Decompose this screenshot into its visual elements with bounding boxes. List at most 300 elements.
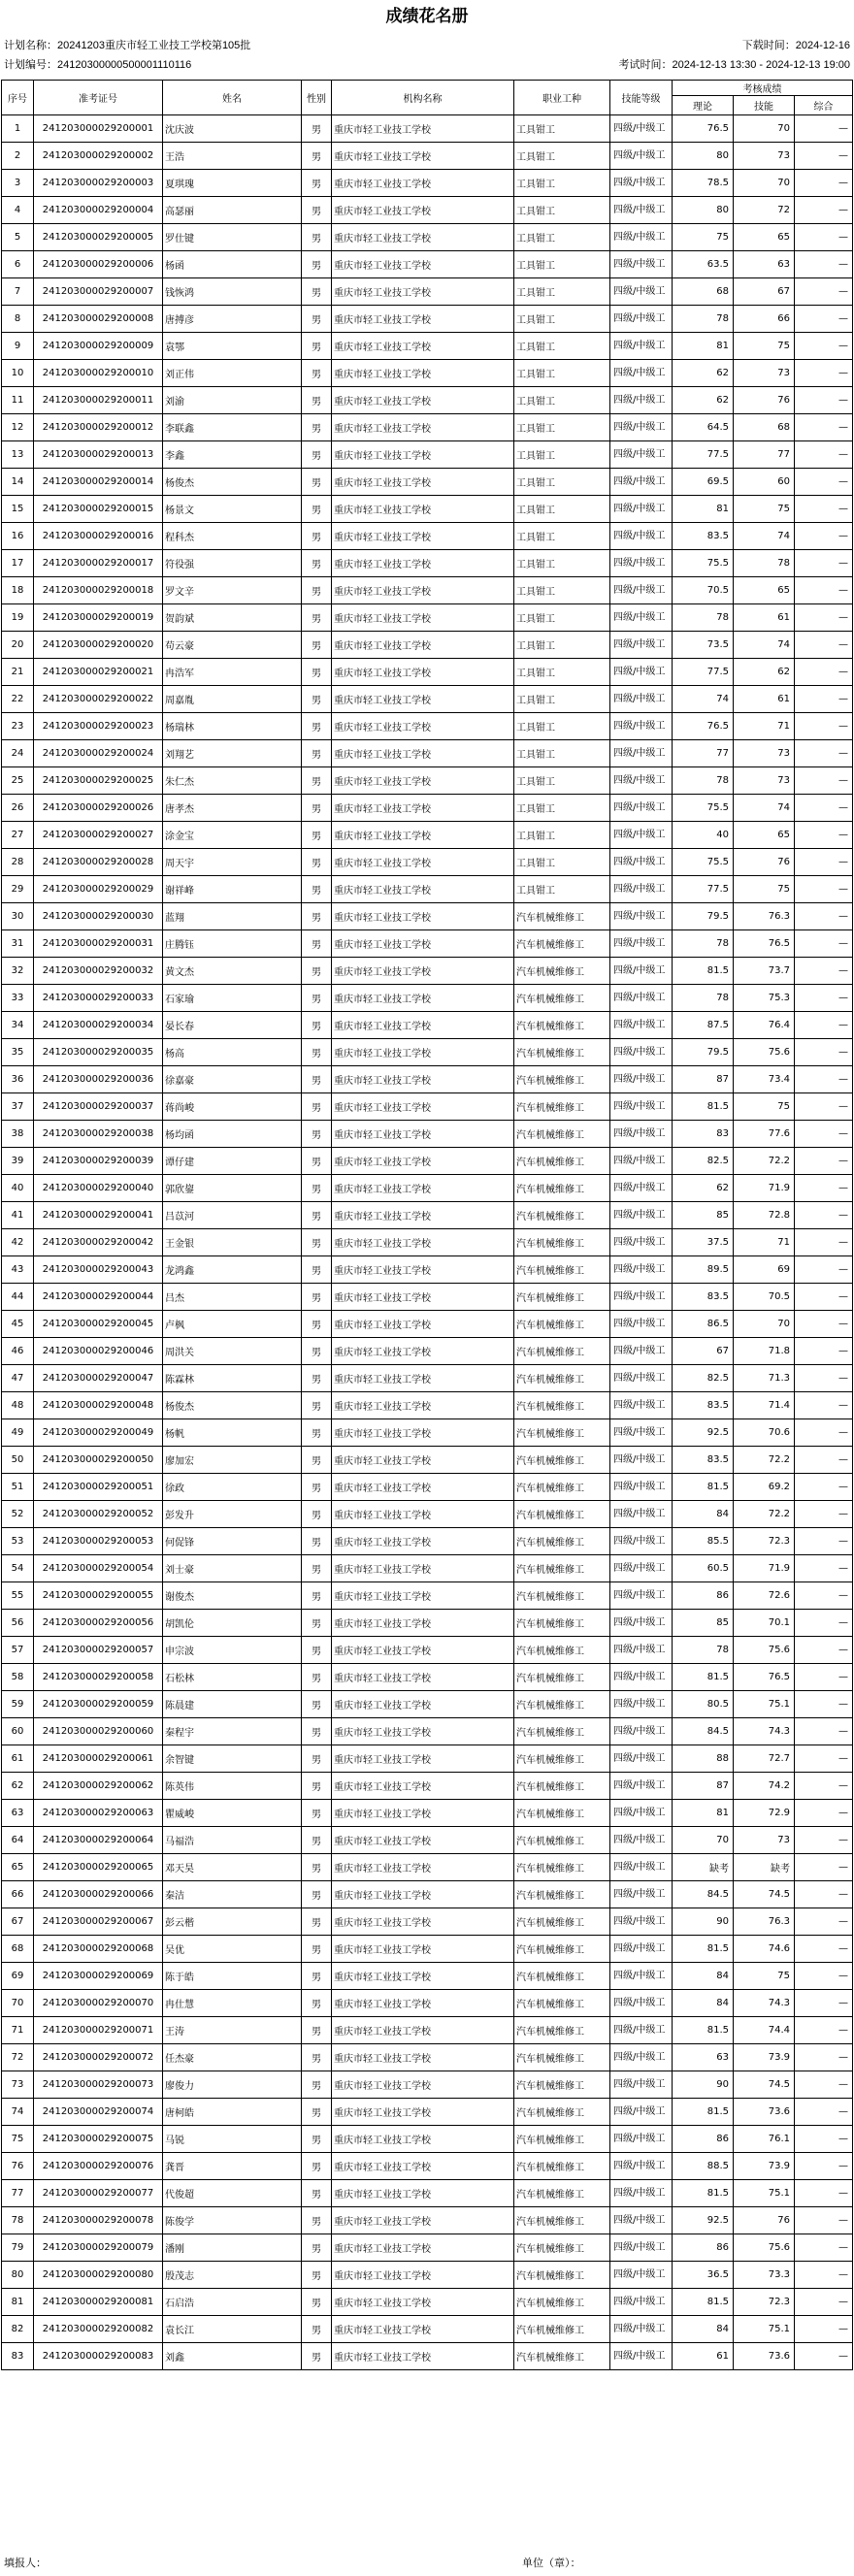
theory-cell: 40 <box>673 822 734 849</box>
table-row <box>2 1311 853 1338</box>
ticket-cell: 241203000029200047 <box>34 1365 163 1392</box>
org-cell: 重庆市轻工业技工学校 <box>332 523 514 550</box>
table-row <box>2 387 853 414</box>
skill-cell: 74 <box>734 523 795 550</box>
job-cell: 汽车机械维修工 <box>514 1121 610 1148</box>
org-cell: 重庆市轻工业技工学校 <box>332 115 514 143</box>
org-cell: 重庆市轻工业技工学校 <box>332 767 514 795</box>
seq-cell: 26 <box>2 795 34 822</box>
table-row <box>2 903 853 930</box>
gender-cell: 男 <box>302 1637 332 1664</box>
gender-cell: 男 <box>302 740 332 767</box>
theory-cell: 77.5 <box>673 441 734 469</box>
job-cell: 工具钳工 <box>514 795 610 822</box>
org-cell: 重庆市轻工业技工学校 <box>332 795 514 822</box>
table-row <box>2 958 853 985</box>
level-cell: 四级/中级工 <box>610 387 673 414</box>
seq-cell: 41 <box>2 1202 34 1229</box>
seq-cell: 73 <box>2 2071 34 2099</box>
job-cell: 工具钳工 <box>514 849 610 876</box>
name-cell: 何促锋 <box>163 1528 302 1555</box>
total-cell: — <box>795 1936 853 1963</box>
name-cell: 廖加宏 <box>163 1447 302 1474</box>
gender-cell: 男 <box>302 632 332 659</box>
table-row <box>2 197 853 224</box>
gender-cell: 男 <box>302 441 332 469</box>
theory-cell: 77.5 <box>673 876 734 903</box>
org-cell: 重庆市轻工业技工学校 <box>332 441 514 469</box>
org-cell: 重庆市轻工业技工学校 <box>332 740 514 767</box>
total-cell: — <box>795 1175 853 1202</box>
theory-cell: 64.5 <box>673 414 734 441</box>
total-cell: — <box>795 1637 853 1664</box>
seq-cell: 47 <box>2 1365 34 1392</box>
skill-cell: 74.5 <box>734 2071 795 2099</box>
seq-cell: 4 <box>2 197 34 224</box>
total-cell: — <box>795 1256 853 1284</box>
gender-cell: 男 <box>302 876 332 903</box>
skill-cell: 70.5 <box>734 1284 795 1311</box>
gender-cell: 男 <box>302 2180 332 2207</box>
seq-cell: 35 <box>2 1039 34 1066</box>
level-cell: 四级/中级工 <box>610 1148 673 1175</box>
skill-cell: 74 <box>734 632 795 659</box>
job-cell: 汽车机械维修工 <box>514 1175 610 1202</box>
header-seq: 序号 <box>2 81 34 115</box>
table-row <box>2 1963 853 1990</box>
seq-cell: 81 <box>2 2289 34 2316</box>
table-row <box>2 1256 853 1284</box>
skill-cell: 75.1 <box>734 2180 795 2207</box>
org-cell: 重庆市轻工业技工学校 <box>332 930 514 958</box>
total-cell: — <box>795 414 853 441</box>
table-row <box>2 1908 853 1936</box>
skill-cell: 71.9 <box>734 1555 795 1582</box>
gender-cell: 男 <box>302 1392 332 1419</box>
org-cell: 重庆市轻工业技工学校 <box>332 2343 514 2370</box>
job-cell: 汽车机械维修工 <box>514 1202 610 1229</box>
theory-cell: 90 <box>673 2071 734 2099</box>
name-cell: 杨均函 <box>163 1121 302 1148</box>
name-cell: 廖俊力 <box>163 2071 302 2099</box>
ticket-cell: 241203000029200040 <box>34 1175 163 1202</box>
org-cell: 重庆市轻工业技工学校 <box>332 1501 514 1528</box>
seq-cell: 1 <box>2 115 34 143</box>
theory-cell: 78 <box>673 306 734 333</box>
org-cell: 重庆市轻工业技工学校 <box>332 2017 514 2044</box>
seq-cell: 24 <box>2 740 34 767</box>
level-cell: 四级/中级工 <box>610 767 673 795</box>
level-cell: 四级/中级工 <box>610 795 673 822</box>
seq-cell: 25 <box>2 767 34 795</box>
name-cell: 秦程宇 <box>163 1718 302 1745</box>
ticket-cell: 241203000029200028 <box>34 849 163 876</box>
total-cell: — <box>795 2071 853 2099</box>
theory-cell: 81.5 <box>673 1936 734 1963</box>
skill-cell: 72.8 <box>734 1202 795 1229</box>
skill-cell: 76.1 <box>734 2126 795 2153</box>
theory-cell: 81.5 <box>673 1664 734 1691</box>
gender-cell: 男 <box>302 1963 332 1990</box>
level-cell: 四级/中级工 <box>610 1963 673 1990</box>
job-cell: 汽车机械维修工 <box>514 1854 610 1881</box>
total-cell: — <box>795 2017 853 2044</box>
gender-cell: 男 <box>302 1881 332 1908</box>
ticket-cell: 241203000029200023 <box>34 713 163 740</box>
ticket-cell: 241203000029200033 <box>34 985 163 1012</box>
ticket-cell: 241203000029200052 <box>34 1501 163 1528</box>
theory-cell: 85 <box>673 1610 734 1637</box>
level-cell: 四级/中级工 <box>610 2316 673 2343</box>
level-cell: 四级/中级工 <box>610 1447 673 1474</box>
ticket-cell: 241203000029200001 <box>34 115 163 143</box>
name-cell: 李鑫 <box>163 441 302 469</box>
total-cell: — <box>795 686 853 713</box>
theory-cell: 86.5 <box>673 1311 734 1338</box>
theory-cell: 81 <box>673 1800 734 1827</box>
gender-cell: 男 <box>302 1528 332 1555</box>
level-cell: 四级/中级工 <box>610 1039 673 1066</box>
table-row <box>2 143 853 170</box>
job-cell: 汽车机械维修工 <box>514 1963 610 1990</box>
job-cell: 汽车机械维修工 <box>514 1474 610 1501</box>
theory-cell: 79.5 <box>673 903 734 930</box>
theory-cell: 83.5 <box>673 1392 734 1419</box>
skill-cell: 72.7 <box>734 1745 795 1773</box>
org-cell: 重庆市轻工业技工学校 <box>332 1012 514 1039</box>
seq-cell: 58 <box>2 1664 34 1691</box>
skill-cell: 76 <box>734 387 795 414</box>
job-cell: 汽车机械维修工 <box>514 2343 610 2370</box>
skill-cell: 69 <box>734 1256 795 1284</box>
total-cell: — <box>795 1800 853 1827</box>
header-total: 综合 <box>795 96 853 115</box>
gender-cell: 男 <box>302 1555 332 1582</box>
gender-cell: 男 <box>302 1908 332 1936</box>
name-cell: 冉浩军 <box>163 659 302 686</box>
seq-cell: 2 <box>2 143 34 170</box>
job-cell: 汽车机械维修工 <box>514 1256 610 1284</box>
job-cell: 汽车机械维修工 <box>514 1039 610 1066</box>
table-row <box>2 2017 853 2044</box>
org-cell: 重庆市轻工业技工学校 <box>332 2071 514 2099</box>
ticket-cell: 241203000029200083 <box>34 2343 163 2370</box>
gender-cell: 男 <box>302 2316 332 2343</box>
theory-cell: 88 <box>673 1745 734 1773</box>
theory-cell: 69.5 <box>673 469 734 496</box>
table-row <box>2 115 853 143</box>
table-row <box>2 822 853 849</box>
ticket-cell: 241203000029200050 <box>34 1447 163 1474</box>
job-cell: 工具钳工 <box>514 387 610 414</box>
skill-cell: 70.1 <box>734 1610 795 1637</box>
seq-cell: 30 <box>2 903 34 930</box>
table-row <box>2 224 853 251</box>
job-cell: 工具钳工 <box>514 577 610 604</box>
theory-cell: 90 <box>673 1908 734 1936</box>
ticket-cell: 241203000029200016 <box>34 523 163 550</box>
level-cell: 四级/中级工 <box>610 469 673 496</box>
job-cell: 汽车机械维修工 <box>514 985 610 1012</box>
seq-cell: 80 <box>2 2262 34 2289</box>
org-cell: 重庆市轻工业技工学校 <box>332 1637 514 1664</box>
skill-cell: 76.3 <box>734 903 795 930</box>
theory-cell: 85 <box>673 1202 734 1229</box>
footer <box>4 2554 850 2573</box>
seq-cell: 10 <box>2 360 34 387</box>
gender-cell: 男 <box>302 1773 332 1800</box>
theory-cell: 81.5 <box>673 2099 734 2126</box>
level-cell: 四级/中级工 <box>610 1175 673 1202</box>
table-row <box>2 1175 853 1202</box>
gender-cell: 男 <box>302 523 332 550</box>
skill-cell: 73 <box>734 767 795 795</box>
org-cell: 重庆市轻工业技工学校 <box>332 414 514 441</box>
theory-cell: 63 <box>673 2044 734 2071</box>
total-cell: — <box>795 2316 853 2343</box>
total-cell: — <box>795 550 853 577</box>
header-theory: 理论 <box>673 96 734 115</box>
seq-cell: 19 <box>2 604 34 632</box>
gender-cell: 男 <box>302 1936 332 1963</box>
level-cell: 四级/中级工 <box>610 1936 673 1963</box>
theory-cell: 75 <box>673 224 734 251</box>
name-cell: 申宗波 <box>163 1637 302 1664</box>
level-cell: 四级/中级工 <box>610 985 673 1012</box>
gender-cell: 男 <box>302 1175 332 1202</box>
table-row <box>2 1093 853 1121</box>
header-score-group: 考核成绩 <box>673 81 853 96</box>
org-cell: 重庆市轻工业技工学校 <box>332 686 514 713</box>
seq-cell: 29 <box>2 876 34 903</box>
table-row <box>2 2316 853 2343</box>
table-header-row <box>2 81 853 96</box>
total-cell: — <box>795 1365 853 1392</box>
table-row <box>2 1555 853 1582</box>
job-cell: 工具钳工 <box>514 767 610 795</box>
org-cell: 重庆市轻工业技工学校 <box>332 632 514 659</box>
ticket-cell: 241203000029200054 <box>34 1555 163 1582</box>
name-cell: 黄文杰 <box>163 958 302 985</box>
total-cell: — <box>795 1039 853 1066</box>
total-cell: — <box>795 740 853 767</box>
ticket-cell: 241203000029200061 <box>34 1745 163 1773</box>
theory-cell: 84 <box>673 2316 734 2343</box>
level-cell: 四级/中级工 <box>610 686 673 713</box>
level-cell: 四级/中级工 <box>610 1093 673 1121</box>
skill-cell: 65 <box>734 822 795 849</box>
level-cell: 四级/中级工 <box>610 496 673 523</box>
job-cell: 汽车机械维修工 <box>514 1990 610 2017</box>
theory-cell: 78.5 <box>673 170 734 197</box>
org-cell: 重庆市轻工业技工学校 <box>332 2099 514 2126</box>
table-row <box>2 1827 853 1854</box>
ticket-cell: 241203000029200035 <box>34 1039 163 1066</box>
ticket-cell: 241203000029200018 <box>34 577 163 604</box>
org-cell: 重庆市轻工业技工学校 <box>332 1311 514 1338</box>
org-cell: 重庆市轻工业技工学校 <box>332 1800 514 1827</box>
table-row <box>2 278 853 306</box>
level-cell: 四级/中级工 <box>610 143 673 170</box>
gender-cell: 男 <box>302 115 332 143</box>
score-table <box>1 80 853 2370</box>
gender-cell: 男 <box>302 1718 332 1745</box>
skill-cell: 73 <box>734 740 795 767</box>
total-cell: — <box>795 849 853 876</box>
job-cell: 汽车机械维修工 <box>514 1284 610 1311</box>
seq-cell: 66 <box>2 1881 34 1908</box>
page-title: 成绩花名册 <box>385 7 469 26</box>
ticket-cell: 241203000029200065 <box>34 1854 163 1881</box>
plan-number: 计划编号：24120300000500001110116 <box>4 59 192 71</box>
header-ticket: 准考证号 <box>34 81 163 115</box>
level-cell: 四级/中级工 <box>610 1392 673 1419</box>
theory-cell: 82.5 <box>673 1148 734 1175</box>
table-row <box>2 1582 853 1610</box>
org-cell: 重庆市轻工业技工学校 <box>332 170 514 197</box>
theory-cell: 86 <box>673 2234 734 2262</box>
table-row <box>2 2262 853 2289</box>
org-cell: 重庆市轻工业技工学校 <box>332 2234 514 2262</box>
header-gender: 性别 <box>302 81 332 115</box>
ticket-cell: 241203000029200058 <box>34 1664 163 1691</box>
skill-cell: 75 <box>734 876 795 903</box>
total-cell: — <box>795 469 853 496</box>
name-cell: 郭欣鋆 <box>163 1175 302 1202</box>
level-cell: 四级/中级工 <box>610 1610 673 1637</box>
level-cell: 四级/中级工 <box>610 224 673 251</box>
theory-cell: 88.5 <box>673 2153 734 2180</box>
ticket-cell: 241203000029200063 <box>34 1800 163 1827</box>
skill-cell: 61 <box>734 686 795 713</box>
org-cell: 重庆市轻工业技工学校 <box>332 2180 514 2207</box>
ticket-cell: 241203000029200059 <box>34 1691 163 1718</box>
gender-cell: 男 <box>302 1256 332 1284</box>
table-row <box>2 1148 853 1175</box>
total-cell: — <box>795 523 853 550</box>
table-row <box>2 1419 853 1447</box>
total-cell: — <box>795 1501 853 1528</box>
job-cell: 汽车机械维修工 <box>514 2234 610 2262</box>
table-row <box>2 930 853 958</box>
total-cell: — <box>795 2099 853 2126</box>
job-cell: 汽车机械维修工 <box>514 1745 610 1773</box>
total-cell: — <box>795 1773 853 1800</box>
job-cell: 汽车机械维修工 <box>514 1365 610 1392</box>
level-cell: 四级/中级工 <box>610 1066 673 1093</box>
ticket-cell: 241203000029200080 <box>34 2262 163 2289</box>
skill-cell: 69.2 <box>734 1474 795 1501</box>
gender-cell: 男 <box>302 469 332 496</box>
theory-cell: 84.5 <box>673 1718 734 1745</box>
org-cell: 重庆市轻工业技工学校 <box>332 1365 514 1392</box>
skill-cell: 68 <box>734 414 795 441</box>
seq-cell: 34 <box>2 1012 34 1039</box>
org-cell: 重庆市轻工业技工学校 <box>332 1936 514 1963</box>
name-cell: 任杰豪 <box>163 2044 302 2071</box>
theory-cell: 87.5 <box>673 1012 734 1039</box>
job-cell: 工具钳工 <box>514 414 610 441</box>
name-cell: 石家瑜 <box>163 985 302 1012</box>
name-cell: 刘士豪 <box>163 1555 302 1582</box>
level-cell: 四级/中级工 <box>610 1338 673 1365</box>
skill-cell: 70 <box>734 115 795 143</box>
theory-cell: 85.5 <box>673 1528 734 1555</box>
skill-cell: 75 <box>734 333 795 360</box>
gender-cell: 男 <box>302 333 332 360</box>
ticket-cell: 241203000029200006 <box>34 251 163 278</box>
org-cell: 重庆市轻工业技工学校 <box>332 1256 514 1284</box>
level-cell: 四级/中级工 <box>610 930 673 958</box>
gender-cell: 男 <box>302 306 332 333</box>
total-cell: — <box>795 1338 853 1365</box>
org-cell: 重庆市轻工业技工学校 <box>332 306 514 333</box>
table-row <box>2 2071 853 2099</box>
ticket-cell: 241203000029200062 <box>34 1773 163 1800</box>
name-cell: 晏长春 <box>163 1012 302 1039</box>
table-row <box>2 414 853 441</box>
gender-cell: 男 <box>302 414 332 441</box>
name-cell: 杨高 <box>163 1039 302 1066</box>
table-row <box>2 659 853 686</box>
total-cell: — <box>795 1148 853 1175</box>
skill-cell: 74.4 <box>734 2017 795 2044</box>
skill-cell: 72.2 <box>734 1501 795 1528</box>
org-cell: 重庆市轻工业技工学校 <box>332 659 514 686</box>
level-cell: 四级/中级工 <box>610 2153 673 2180</box>
gender-cell: 男 <box>302 659 332 686</box>
level-cell: 四级/中级工 <box>610 1745 673 1773</box>
job-cell: 汽车机械维修工 <box>514 2289 610 2316</box>
ticket-cell: 241203000029200038 <box>34 1121 163 1148</box>
theory-cell: 84 <box>673 1963 734 1990</box>
gender-cell: 男 <box>302 1474 332 1501</box>
skill-cell: 75.6 <box>734 2234 795 2262</box>
theory-cell: 77.5 <box>673 659 734 686</box>
level-cell: 四级/中级工 <box>610 1419 673 1447</box>
seq-cell: 82 <box>2 2316 34 2343</box>
table-row <box>2 876 853 903</box>
job-cell: 汽车机械维修工 <box>514 1827 610 1854</box>
gender-cell: 男 <box>302 2262 332 2289</box>
job-cell: 汽车机械维修工 <box>514 1528 610 1555</box>
ticket-cell: 241203000029200045 <box>34 1311 163 1338</box>
job-cell: 工具钳工 <box>514 278 610 306</box>
ticket-cell: 241203000029200027 <box>34 822 163 849</box>
level-cell: 四级/中级工 <box>610 1229 673 1256</box>
org-cell: 重庆市轻工业技工学校 <box>332 1039 514 1066</box>
level-cell: 四级/中级工 <box>610 306 673 333</box>
theory-cell: 79.5 <box>673 1039 734 1066</box>
total-cell: — <box>795 985 853 1012</box>
org-cell: 重庆市轻工业技工学校 <box>332 1338 514 1365</box>
name-cell: 陈英伟 <box>163 1773 302 1800</box>
name-cell: 符役强 <box>163 550 302 577</box>
table-row <box>2 1447 853 1474</box>
header-org: 机构名称 <box>332 81 514 115</box>
ticket-cell: 241203000029200046 <box>34 1338 163 1365</box>
name-cell: 蒋尚峻 <box>163 1093 302 1121</box>
seq-cell: 39 <box>2 1148 34 1175</box>
job-cell: 汽车机械维修工 <box>514 2071 610 2099</box>
seq-cell: 23 <box>2 713 34 740</box>
job-cell: 汽车机械维修工 <box>514 930 610 958</box>
name-cell: 卢枫 <box>163 1311 302 1338</box>
seq-cell: 32 <box>2 958 34 985</box>
total-cell: — <box>795 143 853 170</box>
org-cell: 重庆市轻工业技工学校 <box>332 1718 514 1745</box>
skill-cell: 77 <box>734 441 795 469</box>
